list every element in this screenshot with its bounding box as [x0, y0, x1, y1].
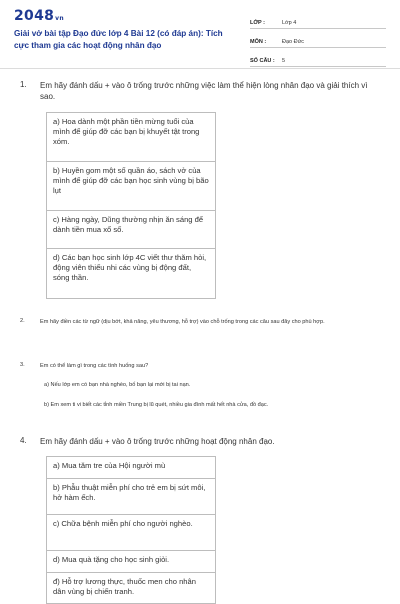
meta-info: [250, 14, 386, 71]
question-number: 2.: [20, 318, 25, 324]
meta-row-count: [250, 52, 386, 67]
question-text: Em hãy đánh dấu + vào ô trống trước những việc làm thể hiện lòng nhân đạo và giải thích vì sao.: [40, 81, 368, 101]
question-number: 3.: [20, 362, 25, 368]
sub-question: a) Nếu lớp em có bạn nhà nghèo, bố bạn lại mới bị tai nạn.: [44, 382, 191, 388]
meta-row-subject: [250, 33, 386, 48]
page-header: [14, 8, 234, 52]
sub-question: b) Em xem ti vi biết các tỉnh miền Trung bị lũ quét, nhiều gia đình mất hết nhà cửa, đồ đạc.: [44, 402, 269, 408]
meta-label: LỚP :: [250, 20, 265, 26]
option-box[interactable]: c) Hàng ngày, Dũng thường nhịn ăn sáng để dành tiền mua xổ số.: [47, 211, 215, 249]
option-box[interactable]: d) Các bạn học sinh lớp 4C viết thư thăm hỏi, động viên thiếu nhi các vùng bị động đất, sóng thần.: [53, 253, 207, 283]
option-box[interactable]: d) Mua quà tặng cho học sinh giỏi.: [47, 551, 215, 573]
question-text: Em hãy điền các từ ngữ (dịu bớt, khả năng, yêu thương, hỗ trợ) vào chỗ trống trong các câu sau đây cho phù hợp.: [40, 319, 325, 325]
question-number: 4.: [20, 436, 27, 445]
header-divider: [0, 68, 400, 69]
meta-value: Đạo Đức: [282, 39, 305, 45]
meta-value: 5: [282, 58, 286, 64]
meta-label: MÔN :: [250, 39, 267, 45]
question-1-options: [46, 112, 216, 299]
page-title: Giải vở bài tập Đạo đức lớp 4 Bài 12 (có đáp án): Tích cực tham gia các hoạt động nhân đạo: [14, 29, 223, 50]
option-box[interactable]: đ) Hỗ trợ lương thực, thuốc men cho nhân dân vùng bị chiến tranh.: [53, 577, 196, 597]
option-box[interactable]: a) Hoa dành một phần tiền mừng tuổi của mình để giúp đỡ các bạn bị khuyết tật trong xóm.: [47, 113, 215, 162]
option-box[interactable]: a) Mua tăm tre của Hội người mù: [47, 457, 215, 479]
question-text: Em có thể làm gì trong các tình huống sau?: [40, 363, 149, 369]
question-number: 1.: [20, 80, 27, 89]
option-box[interactable]: c) Chữa bệnh miễn phí cho người nghèo.: [47, 515, 215, 551]
meta-label: SỐ CÂU :: [250, 58, 275, 64]
question-4-options: [46, 456, 216, 604]
site-logo[interactable]: 2048vn: [14, 8, 64, 24]
question-text: Em hãy đánh dấu + vào ô trống trước những hoạt động nhân đạo.: [40, 437, 275, 446]
meta-row-class: [250, 14, 386, 29]
option-box[interactable]: b) Huyền gom một số quần áo, sách vở của mình để giúp đỡ các bạn học sinh vùng bị bão lụt: [47, 162, 215, 211]
meta-value: Lớp 4: [282, 20, 297, 26]
option-box[interactable]: b) Phẫu thuật miễn phí cho trẻ em bị sứt môi, hở hàm ếch.: [47, 479, 215, 515]
